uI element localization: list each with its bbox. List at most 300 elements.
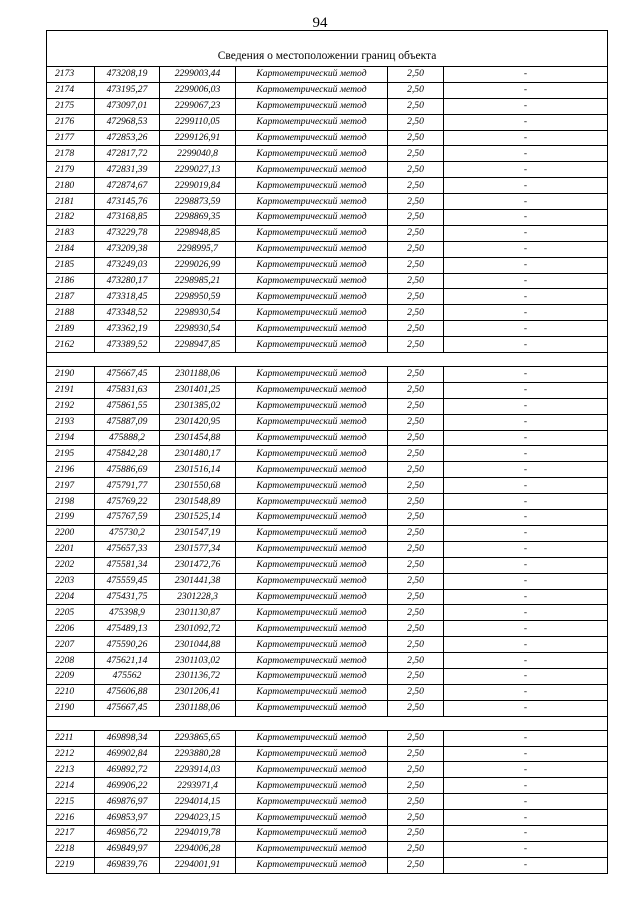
- cell-point-number: 2185: [47, 257, 95, 273]
- table-row: [47, 398, 608, 414]
- cell-method: Картометрический метод: [236, 841, 388, 857]
- cell-description: -: [444, 82, 608, 98]
- cell-coord-y: 2301092,72: [160, 621, 236, 637]
- cell-coord-y: 2301103,02: [160, 653, 236, 669]
- table-row: [47, 541, 608, 557]
- cell-coord-y: 2298869,35: [160, 210, 236, 226]
- cell-coord-x: 473208,19: [95, 67, 160, 83]
- cell-method: Картометрический метод: [236, 430, 388, 446]
- cell-description: -: [444, 241, 608, 257]
- cell-description: -: [444, 257, 608, 273]
- cell-point-number: 2213: [47, 762, 95, 778]
- cell-accuracy: 2,50: [388, 146, 444, 162]
- table-row: [47, 621, 608, 637]
- cell-accuracy: 2,50: [388, 794, 444, 810]
- cell-accuracy: 2,50: [388, 621, 444, 637]
- cell-coord-x: 475590,26: [95, 637, 160, 653]
- cell-point-number: 2198: [47, 494, 95, 510]
- cell-coord-x: 472853,26: [95, 130, 160, 146]
- cell-description: -: [444, 162, 608, 178]
- cell-coord-y: 2301472,76: [160, 557, 236, 573]
- cell-point-number: 2200: [47, 525, 95, 541]
- cell-description: -: [444, 367, 608, 383]
- cell-method: Картометрический метод: [236, 241, 388, 257]
- cell-coord-x: 475398,9: [95, 605, 160, 621]
- cell-coord-x: 473362,19: [95, 321, 160, 337]
- cell-method: Картометрический метод: [236, 162, 388, 178]
- table-row: [47, 305, 608, 321]
- cell-method: Картометрический метод: [236, 194, 388, 210]
- table-row: [47, 525, 608, 541]
- table-row: [47, 557, 608, 573]
- cell-description: -: [444, 305, 608, 321]
- cell-coord-y: 2299003,44: [160, 67, 236, 83]
- cell-accuracy: 2,50: [388, 653, 444, 669]
- cell-coord-y: 2301548,89: [160, 494, 236, 510]
- cell-point-number: 2178: [47, 146, 95, 162]
- cell-method: Картометрический метод: [236, 273, 388, 289]
- cell-coord-x: 475769,22: [95, 494, 160, 510]
- table-row: [47, 841, 608, 857]
- cell-coord-y: 2301516,14: [160, 462, 236, 478]
- table-row: [47, 367, 608, 383]
- table-row: [47, 273, 608, 289]
- cell-method: Картометрический метод: [236, 810, 388, 826]
- cell-coord-x: 472968,53: [95, 114, 160, 130]
- cell-coord-x: 469906,22: [95, 778, 160, 794]
- cell-accuracy: 2,50: [388, 337, 444, 353]
- cell-accuracy: 2,50: [388, 273, 444, 289]
- cell-point-number: 2191: [47, 382, 95, 398]
- cell-point-number: 2184: [47, 241, 95, 257]
- cell-accuracy: 2,50: [388, 778, 444, 794]
- cell-method: Картометрический метод: [236, 321, 388, 337]
- boundary-table: [46, 30, 608, 874]
- cell-accuracy: 2,50: [388, 446, 444, 462]
- cell-coord-x: 475861,55: [95, 398, 160, 414]
- table-row: [47, 778, 608, 794]
- cell-coord-x: 473280,17: [95, 273, 160, 289]
- cell-coord-y: 2299019,84: [160, 178, 236, 194]
- cell-coord-y: 2293914,03: [160, 762, 236, 778]
- table-row: [47, 67, 608, 83]
- cell-description: -: [444, 525, 608, 541]
- cell-accuracy: 2,50: [388, 810, 444, 826]
- table-row: [47, 684, 608, 700]
- cell-point-number: 2176: [47, 114, 95, 130]
- cell-method: Картометрический метод: [236, 684, 388, 700]
- cell-point-number: 2188: [47, 305, 95, 321]
- table-row: [47, 510, 608, 526]
- table-row: [47, 762, 608, 778]
- cell-coord-y: 2293865,65: [160, 730, 236, 746]
- table-row: [47, 162, 608, 178]
- cell-method: Картометрический метод: [236, 825, 388, 841]
- cell-coord-y: 2301547,19: [160, 525, 236, 541]
- cell-coord-x: 475667,45: [95, 367, 160, 383]
- cell-coord-y: 2293971,4: [160, 778, 236, 794]
- cell-coord-y: 2301206,41: [160, 684, 236, 700]
- cell-coord-x: 473145,76: [95, 194, 160, 210]
- cell-coord-x: 475489,13: [95, 621, 160, 637]
- cell-accuracy: 2,50: [388, 178, 444, 194]
- cell-coord-x: 473209,38: [95, 241, 160, 257]
- cell-accuracy: 2,50: [388, 589, 444, 605]
- table-row: [47, 114, 608, 130]
- cell-accuracy: 2,50: [388, 398, 444, 414]
- cell-accuracy: 2,50: [388, 382, 444, 398]
- cell-description: -: [444, 684, 608, 700]
- cell-method: Картометрический метод: [236, 730, 388, 746]
- cell-description: -: [444, 462, 608, 478]
- cell-method: Картометрический метод: [236, 653, 388, 669]
- table-row: [47, 178, 608, 194]
- cell-point-number: 2195: [47, 446, 95, 462]
- cell-coord-x: 475657,33: [95, 541, 160, 557]
- cell-accuracy: 2,50: [388, 762, 444, 778]
- table-row: [47, 130, 608, 146]
- boundary-table-sheet: [46, 30, 607, 874]
- cell-coord-y: 2301188,06: [160, 700, 236, 716]
- table-row: [47, 730, 608, 746]
- cell-point-number: 2205: [47, 605, 95, 621]
- cell-method: Картометрический метод: [236, 178, 388, 194]
- table-row: [47, 414, 608, 430]
- cell-coord-y: 2301188,06: [160, 367, 236, 383]
- cell-description: -: [444, 810, 608, 826]
- cell-point-number: 2210: [47, 684, 95, 700]
- cell-accuracy: 2,50: [388, 162, 444, 178]
- cell-coord-y: 2298930,54: [160, 305, 236, 321]
- cell-accuracy: 2,50: [388, 841, 444, 857]
- cell-coord-y: 2301228,3: [160, 589, 236, 605]
- cell-method: Картометрический метод: [236, 67, 388, 83]
- cell-coord-y: 2298985,21: [160, 273, 236, 289]
- cell-accuracy: 2,50: [388, 684, 444, 700]
- table-row: [47, 746, 608, 762]
- cell-coord-x: 473318,45: [95, 289, 160, 305]
- cell-point-number: 2219: [47, 857, 95, 873]
- cell-description: -: [444, 730, 608, 746]
- table-row: [47, 446, 608, 462]
- cell-point-number: 2217: [47, 825, 95, 841]
- cell-point-number: 2199: [47, 510, 95, 526]
- cell-method: Картометрический метод: [236, 605, 388, 621]
- cell-method: Картометрический метод: [236, 382, 388, 398]
- cell-coord-x: 469853,97: [95, 810, 160, 826]
- table-row: [47, 210, 608, 226]
- cell-accuracy: 2,50: [388, 82, 444, 98]
- cell-coord-x: 475791,77: [95, 478, 160, 494]
- cell-description: -: [444, 210, 608, 226]
- cell-point-number: 2204: [47, 589, 95, 605]
- cell-accuracy: 2,50: [388, 114, 444, 130]
- cell-coord-x: 475667,45: [95, 700, 160, 716]
- cell-coord-y: 2301550,68: [160, 478, 236, 494]
- table-row: [47, 257, 608, 273]
- cell-coord-y: 2299110,05: [160, 114, 236, 130]
- table-row: [47, 225, 608, 241]
- table-row: [47, 589, 608, 605]
- table-row: [47, 794, 608, 810]
- cell-method: Картометрический метод: [236, 637, 388, 653]
- cell-description: -: [444, 510, 608, 526]
- cell-description: -: [444, 194, 608, 210]
- cell-point-number: 2211: [47, 730, 95, 746]
- cell-method: Картометрический метод: [236, 414, 388, 430]
- cell-accuracy: 2,50: [388, 494, 444, 510]
- cell-accuracy: 2,50: [388, 257, 444, 273]
- cell-point-number: 2209: [47, 668, 95, 684]
- cell-point-number: 2197: [47, 478, 95, 494]
- table-row: [47, 478, 608, 494]
- cell-description: -: [444, 668, 608, 684]
- table-row: [47, 321, 608, 337]
- cell-accuracy: 2,50: [388, 367, 444, 383]
- cell-coord-x: 473097,01: [95, 98, 160, 114]
- cell-accuracy: 2,50: [388, 825, 444, 841]
- cell-description: -: [444, 98, 608, 114]
- cell-coord-x: 475888,2: [95, 430, 160, 446]
- cell-method: Картометрический метод: [236, 446, 388, 462]
- cell-method: Картометрический метод: [236, 589, 388, 605]
- cell-coord-x: 475767,59: [95, 510, 160, 526]
- cell-accuracy: 2,50: [388, 700, 444, 716]
- cell-description: -: [444, 114, 608, 130]
- table-row: [47, 857, 608, 873]
- table-row: [47, 194, 608, 210]
- table-title: Сведения о местоположении границ объекта: [47, 31, 608, 67]
- cell-method: Картометрический метод: [236, 746, 388, 762]
- cell-point-number: 2174: [47, 82, 95, 98]
- cell-description: -: [444, 321, 608, 337]
- cell-point-number: 2182: [47, 210, 95, 226]
- table-row: [47, 98, 608, 114]
- cell-description: -: [444, 857, 608, 873]
- cell-coord-y: 2301577,34: [160, 541, 236, 557]
- cell-coord-y: 2301420,95: [160, 414, 236, 430]
- cell-method: Картометрический метод: [236, 257, 388, 273]
- cell-method: Картометрический метод: [236, 621, 388, 637]
- cell-coord-y: 2298930,54: [160, 321, 236, 337]
- cell-method: Картометрический метод: [236, 82, 388, 98]
- cell-accuracy: 2,50: [388, 510, 444, 526]
- cell-coord-x: 475842,28: [95, 446, 160, 462]
- cell-method: Картометрический метод: [236, 668, 388, 684]
- cell-description: -: [444, 589, 608, 605]
- cell-description: -: [444, 700, 608, 716]
- table-title-row: [47, 31, 608, 67]
- table-row: [47, 462, 608, 478]
- table-row: [47, 700, 608, 716]
- cell-method: Картометрический метод: [236, 762, 388, 778]
- cell-coord-y: 2299006,03: [160, 82, 236, 98]
- table-row: [47, 241, 608, 257]
- cell-method: Картометрический метод: [236, 337, 388, 353]
- cell-accuracy: 2,50: [388, 462, 444, 478]
- cell-point-number: 2177: [47, 130, 95, 146]
- cell-point-number: 2181: [47, 194, 95, 210]
- cell-method: Картометрический метод: [236, 541, 388, 557]
- cell-description: -: [444, 478, 608, 494]
- cell-coord-x: 473195,27: [95, 82, 160, 98]
- cell-description: -: [444, 557, 608, 573]
- cell-description: -: [444, 746, 608, 762]
- cell-coord-x: 475730,2: [95, 525, 160, 541]
- cell-description: -: [444, 605, 608, 621]
- cell-point-number: 2215: [47, 794, 95, 810]
- cell-description: -: [444, 573, 608, 589]
- cell-description: -: [444, 130, 608, 146]
- cell-accuracy: 2,50: [388, 637, 444, 653]
- cell-accuracy: 2,50: [388, 194, 444, 210]
- table-row: [47, 146, 608, 162]
- cell-method: Картометрический метод: [236, 700, 388, 716]
- cell-description: -: [444, 225, 608, 241]
- cell-coord-x: 469876,97: [95, 794, 160, 810]
- cell-description: -: [444, 841, 608, 857]
- cell-coord-x: 475887,09: [95, 414, 160, 430]
- cell-description: -: [444, 778, 608, 794]
- table-row: [47, 573, 608, 589]
- cell-accuracy: 2,50: [388, 289, 444, 305]
- boundary-table-body: [47, 31, 608, 874]
- cell-point-number: 2196: [47, 462, 95, 478]
- group-separator: [47, 353, 608, 367]
- cell-description: -: [444, 621, 608, 637]
- group-separator: [47, 716, 608, 730]
- cell-coord-x: 472817,72: [95, 146, 160, 162]
- cell-accuracy: 2,50: [388, 98, 444, 114]
- cell-accuracy: 2,50: [388, 573, 444, 589]
- cell-method: Картометрический метод: [236, 225, 388, 241]
- cell-coord-y: 2301401,25: [160, 382, 236, 398]
- table-row: [47, 605, 608, 621]
- cell-coord-y: 2294023,15: [160, 810, 236, 826]
- cell-coord-x: 475431,75: [95, 589, 160, 605]
- cell-point-number: 2212: [47, 746, 95, 762]
- cell-method: Картометрический метод: [236, 525, 388, 541]
- cell-point-number: 2202: [47, 557, 95, 573]
- cell-coord-x: 475562: [95, 668, 160, 684]
- cell-point-number: 2162: [47, 337, 95, 353]
- cell-point-number: 2208: [47, 653, 95, 669]
- cell-method: Картометрический метод: [236, 130, 388, 146]
- table-row: [47, 82, 608, 98]
- cell-accuracy: 2,50: [388, 430, 444, 446]
- cell-coord-y: 2298995,7: [160, 241, 236, 257]
- cell-accuracy: 2,50: [388, 130, 444, 146]
- cell-coord-x: 473249,03: [95, 257, 160, 273]
- cell-description: -: [444, 398, 608, 414]
- cell-coord-x: 472874,67: [95, 178, 160, 194]
- cell-coord-x: 469892,72: [95, 762, 160, 778]
- cell-coord-x: 469902,84: [95, 746, 160, 762]
- cell-coord-y: 2298950,59: [160, 289, 236, 305]
- cell-coord-y: 2299126,91: [160, 130, 236, 146]
- cell-coord-y: 2301441,38: [160, 573, 236, 589]
- cell-description: -: [444, 446, 608, 462]
- cell-coord-x: 475886,69: [95, 462, 160, 478]
- table-row: [47, 337, 608, 353]
- cell-coord-y: 2294014,15: [160, 794, 236, 810]
- cell-coord-x: 469856,72: [95, 825, 160, 841]
- cell-coord-y: 2301480,17: [160, 446, 236, 462]
- cell-description: -: [444, 414, 608, 430]
- page-number: 94: [312, 15, 328, 31]
- group-separator-row: [47, 716, 608, 730]
- cell-point-number: 2214: [47, 778, 95, 794]
- cell-coord-x: 469898,34: [95, 730, 160, 746]
- cell-point-number: 2216: [47, 810, 95, 826]
- cell-accuracy: 2,50: [388, 730, 444, 746]
- cell-method: Картометрический метод: [236, 573, 388, 589]
- cell-coord-x: 475581,34: [95, 557, 160, 573]
- cell-method: Картометрический метод: [236, 857, 388, 873]
- cell-coord-y: 2293880,28: [160, 746, 236, 762]
- cell-method: Картометрический метод: [236, 494, 388, 510]
- cell-coord-x: 473229,78: [95, 225, 160, 241]
- cell-description: -: [444, 494, 608, 510]
- cell-method: Картометрический метод: [236, 98, 388, 114]
- cell-coord-x: 475606,88: [95, 684, 160, 700]
- table-row: [47, 382, 608, 398]
- table-row: [47, 289, 608, 305]
- cell-coord-y: 2298873,59: [160, 194, 236, 210]
- cell-coord-y: 2301044,88: [160, 637, 236, 653]
- cell-accuracy: 2,50: [388, 478, 444, 494]
- cell-point-number: 2186: [47, 273, 95, 289]
- cell-point-number: 2190: [47, 700, 95, 716]
- cell-description: -: [444, 541, 608, 557]
- cell-point-number: 2203: [47, 573, 95, 589]
- cell-method: Картометрический метод: [236, 510, 388, 526]
- cell-method: Картометрический метод: [236, 478, 388, 494]
- cell-coord-x: 475559,45: [95, 573, 160, 589]
- table-row: [47, 637, 608, 653]
- cell-description: -: [444, 825, 608, 841]
- cell-description: -: [444, 337, 608, 353]
- cell-description: -: [444, 273, 608, 289]
- cell-coord-y: 2299040,8: [160, 146, 236, 162]
- cell-point-number: 2193: [47, 414, 95, 430]
- cell-accuracy: 2,50: [388, 67, 444, 83]
- cell-coord-x: 469849,97: [95, 841, 160, 857]
- cell-point-number: 2183: [47, 225, 95, 241]
- cell-description: -: [444, 178, 608, 194]
- cell-coord-x: 475831,63: [95, 382, 160, 398]
- cell-accuracy: 2,50: [388, 746, 444, 762]
- cell-method: Картометрический метод: [236, 305, 388, 321]
- cell-accuracy: 2,50: [388, 525, 444, 541]
- cell-coord-y: 2301136,72: [160, 668, 236, 684]
- cell-coord-y: 2299026,99: [160, 257, 236, 273]
- cell-accuracy: 2,50: [388, 541, 444, 557]
- cell-method: Картометрический метод: [236, 289, 388, 305]
- cell-method: Картометрический метод: [236, 367, 388, 383]
- cell-coord-x: 469839,76: [95, 857, 160, 873]
- cell-coord-y: 2294006,28: [160, 841, 236, 857]
- table-row: [47, 668, 608, 684]
- cell-method: Картометрический метод: [236, 557, 388, 573]
- cell-point-number: 2189: [47, 321, 95, 337]
- cell-coord-x: 473389,52: [95, 337, 160, 353]
- cell-description: -: [444, 430, 608, 446]
- cell-coord-y: 2294019,78: [160, 825, 236, 841]
- cell-point-number: 2175: [47, 98, 95, 114]
- cell-coord-y: 2299027,13: [160, 162, 236, 178]
- cell-accuracy: 2,50: [388, 605, 444, 621]
